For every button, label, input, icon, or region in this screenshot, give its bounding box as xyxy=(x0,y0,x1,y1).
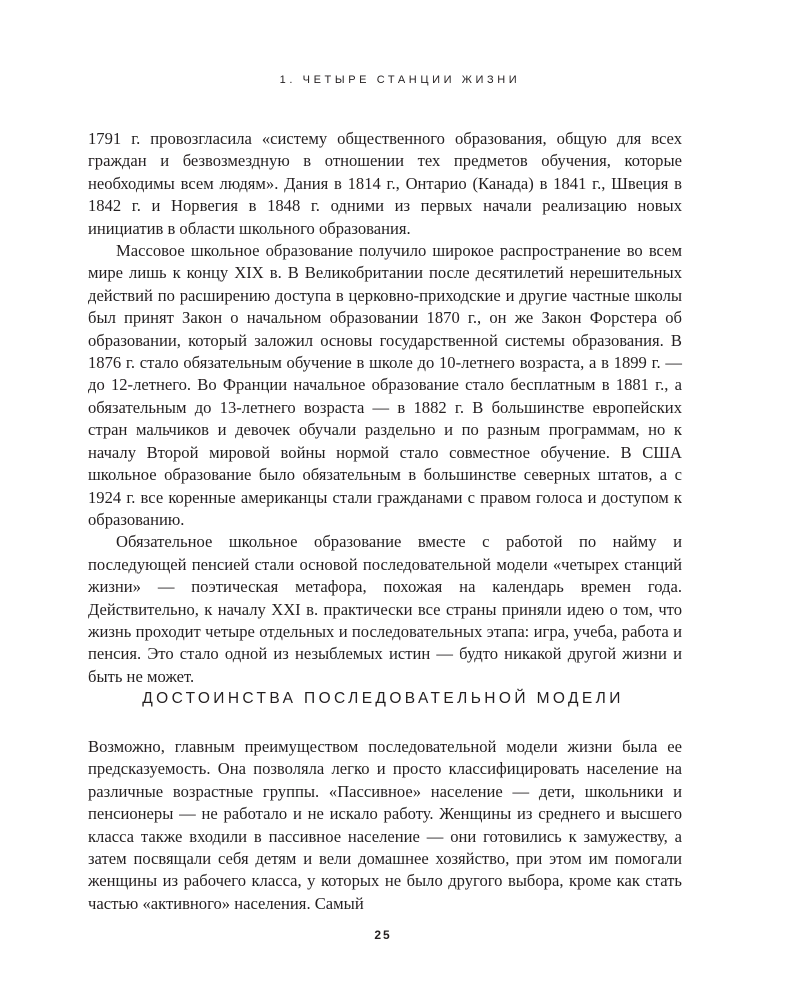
section-heading: ДОСТОИНСТВА ПОСЛЕДОВАТЕЛЬНОЙ МОДЕЛИ xyxy=(142,690,624,707)
paragraph: Возможно, главным преимуществом последовательной модели жизни была ее предсказуемость. Она позволяла легко и просто классифицировать население на различные возрастные группы. «Пассивное» население — дети, школьники и пенсионеры — не работало и не искало работу. Женщины из среднего и высшего класса также входили в пассивное население — они готовились к замужеству, а затем посвящали себя детям и вели домашнее хозяйство, при этом им помогали женщины из рабочего класса, у которых не было другого выбора, кроме как стать частью «активного» населения. Самый xyxy=(88,737,682,913)
paragraph: Обязательное школьное образование вместе с работой по найму и последующей пенсией стали основой последовательной модели «четырех станций жизни» — поэтическая метафора, похожая на календарь времен года. Действительно, к началу XXI в. практически все страны приняли идею о том, что жизнь проходит четыре отдельных и последовательных этапа: игра, учеба, работа и пенсия. Это стало одной из незыблемых истин — будто никакой другой жизни и быть не может. xyxy=(88,532,682,686)
running-head: 1. ЧЕТЫРЕ СТАНЦИИ ЖИЗНИ xyxy=(279,74,521,86)
body-text-after-heading xyxy=(88,736,682,915)
body-text-before-heading xyxy=(88,128,682,688)
page-number: 25 xyxy=(374,928,392,942)
paragraph-continued: 1791 г. провозгласила «систему общественного образования, общую для всех граждан и безвозмездную в отношении тех предметов обучения, которые необходимы всем людям». Дания в 1814 г., Онтарио (Канада) в 1841 г., Швеция в 1842 г. и Норвегия в 1848 г. одними из первых начали реализацию новых инициатив в области школьного образования. xyxy=(88,129,682,238)
paragraph: Массовое школьное образование получило широкое распространение во всем мире лишь к концу XIX в. В Великобритании после десятилетий нерешительных действий по расширению доступа в церковно-приходские и другие частные школы был принят Закон о начальном образовании 1870 г., он же Закон Форстера об образовании, который заложил основы государственной системы образования. В 1876 г. стало обязательным обучение в школе до 10-летнего возраста, а в 1899 г. — до 12-летнего. Во Франции начальное образование стало бесплатным в 1881 г., а обязательным до 13-летнего возраста — в 1882 г. В большинстве европейских стран мальчиков и девочек обучали раздельно и по разным программам, но к началу Второй мировой войны нормой стало совместное обучение. В США школьное образование было обязательным в большинстве северных штатов, а с 1924 г. все коренные американцы стали гражданами с правом голоса и доступом к образованию. xyxy=(88,241,682,529)
